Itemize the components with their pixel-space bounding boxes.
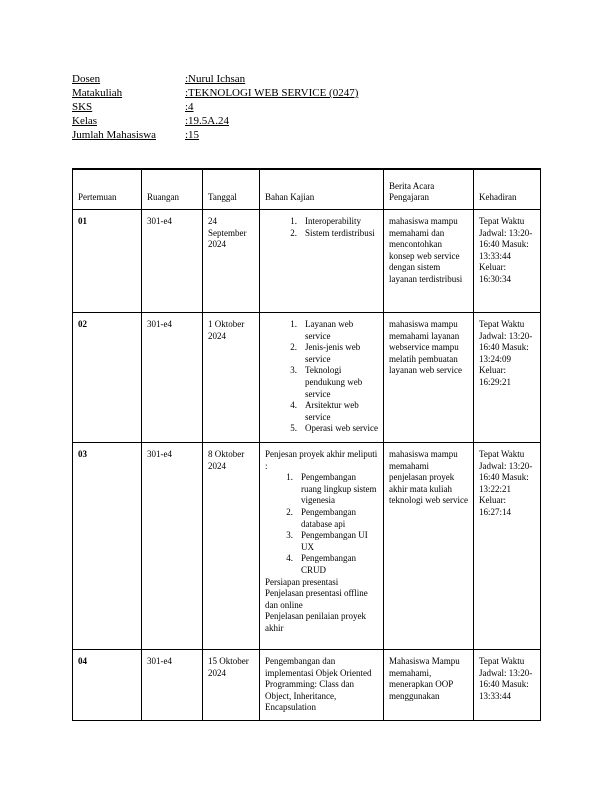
cell-kehadiran: Tepat Waktu Jadwal: 13:20-16:40 Masuk: 13:33:44: [474, 650, 541, 721]
list-item: 1. Pengembangan ruang lingkup sistem vigenesia: [286, 472, 377, 506]
info-label: Dosen: [72, 73, 101, 85]
info-row: [72, 128, 358, 142]
table-row: [73, 650, 541, 721]
info-label: Jumlah Mahasiswa: [72, 129, 157, 141]
cell-tanggal: 8 Oktober 2024: [203, 443, 260, 650]
list-item: 2. Sistem terdistribusi: [290, 227, 375, 238]
info-value: :19.5A.24: [185, 115, 229, 127]
table-row: [73, 210, 541, 313]
cell-tanggal: 24 September 2024: [203, 210, 260, 313]
list-item: 3. Teknologi pendukung web service: [290, 365, 363, 399]
info-label: SKS: [72, 101, 93, 113]
list-item: 1. Layanan web service: [290, 319, 354, 341]
kajian-note: Penjelasan presentasi offline dan online: [265, 588, 368, 610]
table-row: [73, 313, 541, 443]
info-value: :TEKNOLOGI WEB SERVICE (0247): [185, 87, 359, 99]
list-item: 5. Operasi web service: [290, 423, 378, 434]
cell-tanggal: 15 Oktober 2024: [203, 650, 260, 721]
cell-berita-acara: Mahasiswa Mampu memahami, menerapkan OOP menggunakan: [384, 650, 474, 721]
cell-kehadiran: Tepat Waktu Jadwal: 13:20-16:40 Masuk: 13:22:21 Keluar: 16:27:14: [474, 443, 541, 650]
info-value: :4: [185, 101, 194, 113]
cell-berita-acara: mahasiswa mampu memahami penjelasan proyek akhir mata kuliah teknologi web service: [384, 443, 474, 650]
cell-pertemuan: 02: [73, 313, 142, 443]
info-label: Kelas: [72, 115, 98, 127]
cell-berita-acara: mahasiswa mampu memahami dan mencontohkan konsep web service dengan sistem layanan terdistribusi: [384, 210, 474, 313]
cell-bahan-kajian: [260, 313, 384, 443]
attendance-table: [72, 168, 541, 721]
cell-bahan-kajian: [260, 650, 384, 721]
kajian-list: [265, 319, 378, 435]
cell-kehadiran: Tepat Waktu Jadwal: 13:20-16:40 Masuk: 13:24:09 Keluar: 16:29:21: [474, 313, 541, 443]
cell-pertemuan: 04: [73, 650, 142, 721]
cell-tanggal: 1 Oktober 2024: [203, 313, 260, 443]
cell-ruangan: 301-e4: [142, 443, 203, 650]
cell-ruangan: 301-e4: [142, 650, 203, 721]
info-row: [72, 86, 358, 100]
list-item: 3. Pengembangan UI UX: [286, 530, 368, 552]
list-item: 2. Pengembangan database api: [286, 506, 356, 529]
kajian-list: [265, 216, 378, 239]
header-berita-acara: Berita Acara Pengajaran: [384, 169, 474, 210]
kajian-note: Persiapan presentasi: [265, 576, 339, 587]
list-item: 4. Arsitektur web service: [290, 400, 359, 422]
header-kehadiran: Kehadiran: [474, 169, 541, 210]
list-item: 1. Interoperability: [290, 216, 361, 226]
kajian-intro: Penjesan proyek akhir meliputi :: [265, 449, 378, 471]
info-row: [72, 100, 358, 114]
kajian-note: Penjelasan penilaian proyek akhir: [265, 611, 366, 633]
cell-ruangan: 301-e4: [142, 210, 203, 313]
table-row: [73, 443, 541, 650]
cell-ruangan: 301-e4: [142, 313, 203, 443]
cell-berita-acara: mahasiswa mampu memahami layanan webservice mampu melatih pembuatan layanan web service: [384, 313, 474, 443]
list-item: 4. Pengembangan CRUD: [286, 553, 356, 575]
table-header-row: [73, 169, 541, 210]
course-info: [72, 72, 358, 142]
kajian-list: [265, 472, 378, 576]
cell-bahan-kajian: [260, 443, 384, 650]
cell-kehadiran: Tepat Waktu Jadwal: 13:20-16:40 Masuk: 13:33:44 Keluar: 16:30:34: [474, 210, 541, 313]
info-value: :15: [185, 129, 200, 141]
list-item: 2. Jenis-jenis web service: [290, 342, 361, 364]
info-row: [72, 114, 358, 128]
info-value: :Nurul Ichsan: [185, 73, 246, 85]
header-pertemuan: Pertemuan: [73, 169, 142, 210]
header-ruangan: Ruangan: [142, 169, 203, 210]
header-tanggal: Tanggal: [203, 169, 260, 210]
cell-bahan-kajian: [260, 210, 384, 313]
kajian-intro: Pengembangan dan implementasi Objek Oriented Programming: Class dan Object, Inheritance, Encapsulation: [265, 656, 372, 713]
info-row: [72, 72, 358, 86]
header-bahan-kajian: Bahan Kajian: [260, 169, 384, 210]
cell-pertemuan: 01: [73, 210, 142, 313]
info-label: Matakuliah: [72, 87, 123, 99]
cell-pertemuan: 03: [73, 443, 142, 650]
